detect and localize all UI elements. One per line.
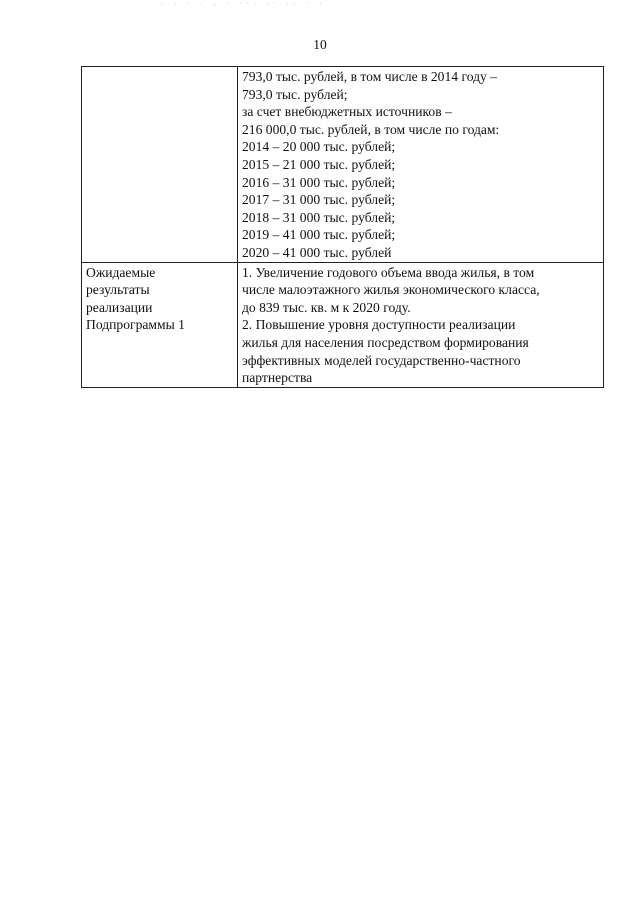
- program-passport-table: [81, 66, 604, 388]
- label-line: Ожидаемые: [86, 264, 156, 280]
- result-line: числе малоэтажного жилья экономического класса,: [242, 282, 540, 298]
- funding-line: за счет внебюджетных источников –: [242, 104, 452, 120]
- table-row-expected-results: [82, 262, 604, 387]
- table-cell-label-expected-results: [82, 262, 238, 387]
- funding-year-line: 2014 – 20 000 тыс. рублей;: [242, 139, 396, 155]
- scan-artifact: . . · · , · ··. .· .. · ·: [160, 0, 326, 7]
- result-line: 1. Увеличение годового объема ввода жилья, в том: [242, 264, 535, 280]
- label-line: Подпрограммы 1: [86, 317, 185, 333]
- table-cell-value-funding: [238, 67, 604, 263]
- result-line: эффективных моделей государственно-частного: [242, 352, 521, 368]
- result-line: партнерства: [242, 370, 313, 386]
- funding-year-line: 2018 – 31 000 тыс. рублей;: [242, 209, 396, 225]
- funding-year-line: 2016 – 31 000 тыс. рублей;: [242, 174, 396, 190]
- funding-year-line: 2017 – 31 000 тыс. рублей;: [242, 192, 396, 208]
- result-line: 2. Повышение уровня доступности реализации: [242, 317, 516, 333]
- table-cell-value-expected-results: [238, 262, 604, 387]
- result-line: до 839 тыс. кв. м к 2020 году.: [242, 299, 411, 315]
- label-line: результаты: [86, 282, 150, 298]
- page-number: 10: [313, 37, 327, 52]
- funding-line: 216 000,0 тыс. рублей, в том числе по годам:: [242, 121, 500, 137]
- funding-year-line: 2019 – 41 000 тыс. рублей;: [242, 227, 396, 243]
- funding-year-line: 2020 – 41 000 тыс. рублей: [242, 244, 392, 260]
- label-line: реализации: [86, 299, 153, 315]
- funding-line: 793,0 тыс. рублей;: [242, 86, 348, 102]
- result-line: жилья для населения посредством формирования: [242, 334, 529, 350]
- funding-year-line: 2015 – 21 000 тыс. рублей;: [242, 156, 396, 172]
- table-cell-label-funding: [82, 67, 238, 263]
- funding-line: 793,0 тыс. рублей, в том числе в 2014 году –: [242, 69, 498, 84]
- table-row-funding: [82, 67, 604, 263]
